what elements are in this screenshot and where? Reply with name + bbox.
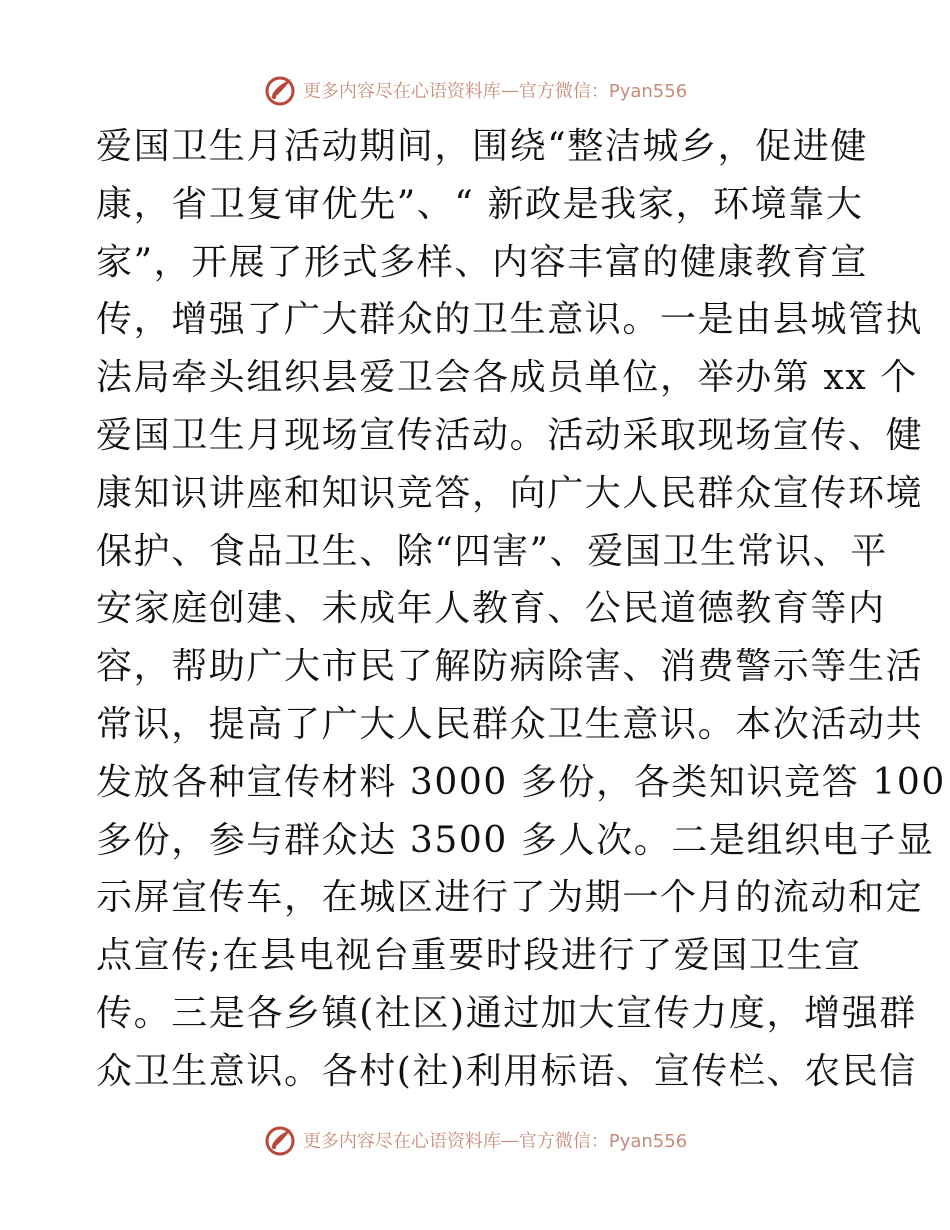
watermark-separator: — xyxy=(500,79,519,101)
footer-watermark xyxy=(0,1120,950,1160)
article-line: 爱国卫生月现场宣传活动。活动采取现场宣传、健 xyxy=(96,414,924,456)
article-line: 康知识讲座和知识竞答，向广大人民群众宣传环境 xyxy=(96,472,924,514)
article-body xyxy=(96,118,946,1101)
article-line: 点宣传;在县电视台重要时段进行了爱国卫生宣 xyxy=(96,935,862,977)
article-line: 传。三是各乡镇(社区)通过加大宣传力度，增强群 xyxy=(96,992,917,1034)
article-line: 容，帮助广大市民了解防病除害、消费警示等生活 xyxy=(96,646,924,688)
article-line: 保护、食品卫生、除“四害”、爱国卫生常识、平 xyxy=(96,530,889,572)
article-line: 爱国卫生月活动期间，围绕“整洁城乡，促进健 xyxy=(96,126,869,167)
article-line: 法局牵头组织县爱卫会各成员单位，举办第 xx 个 xyxy=(96,357,918,399)
article-line: 示屏宣传车，在城区进行了为期一个月的流动和定 xyxy=(96,877,924,919)
ink-brush-logo-icon xyxy=(263,1123,297,1157)
article-line: 发放各种宣传材料 3000 多份，各类知识竞答 100 xyxy=(96,761,946,803)
article-line: 家”，开展了形式多样、内容丰富的健康教育宣 xyxy=(96,241,869,283)
ink-brush-logo-icon xyxy=(263,73,297,107)
article-line: 传，增强了广大群众的卫生意识。一是由县城管执 xyxy=(96,299,924,341)
article-line: 众卫生意识。各村(社)利用标语、宣传栏、农民信 xyxy=(96,1050,917,1092)
article-line: 安家庭创建、未成年人教育、公民道德教育等内 xyxy=(96,588,886,630)
header-watermark xyxy=(0,70,950,110)
article-line: 常识，提高了广大人民群众卫生意识。本次活动共 xyxy=(96,703,924,745)
watermark-wechat: 官方微信：Pyan556 xyxy=(518,1131,688,1152)
article-line: 多份，参与群众达 3500 多人次。二是组织电子显 xyxy=(96,819,935,861)
watermark-text: 更多内容尽在心语资料库 xyxy=(302,81,501,102)
watermark-separator: — xyxy=(500,1129,519,1151)
watermark-text: 更多内容尽在心语资料库 xyxy=(302,1131,501,1152)
article-line: 康，省卫复审优先”、“ 新政是我家，环境靠大 xyxy=(96,183,864,225)
watermark-wechat: 官方微信：Pyan556 xyxy=(518,81,688,102)
